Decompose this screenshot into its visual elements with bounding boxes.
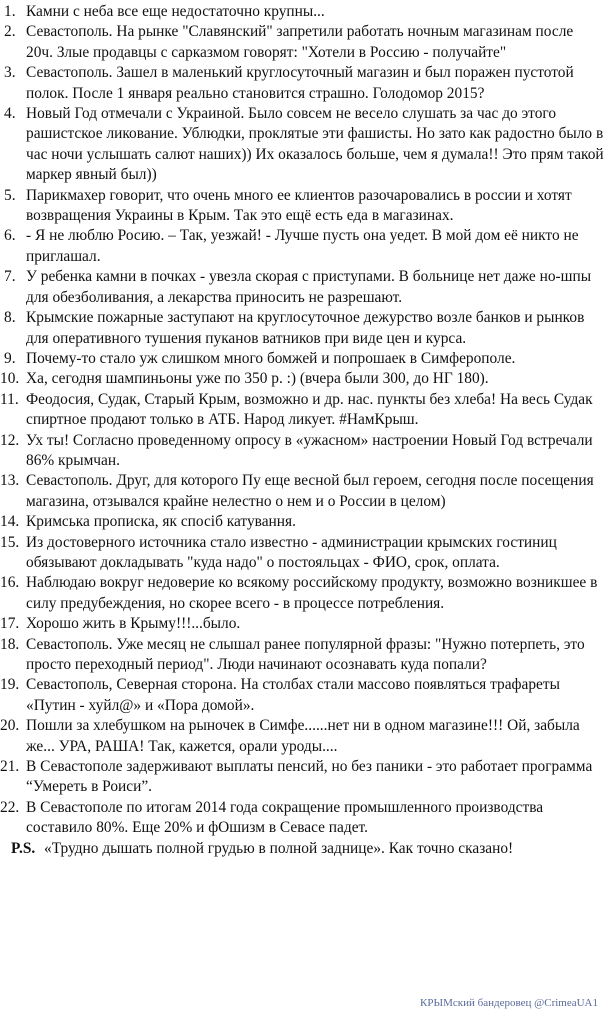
item-text: В Севастополе задерживают выплаты пенсий, но без паники - это работает программа “Умереть в Роиси”.: [26, 758, 593, 796]
list-item: [0, 798, 606, 839]
item-number: 19.: [0, 676, 20, 694]
item-number: 22.: [0, 798, 20, 816]
item-number: 14.: [0, 513, 20, 531]
postscript-text: «Трудно дышать полной грудью в полной заднице». Как точно сказано!: [44, 839, 514, 857]
item-number: 21.: [0, 758, 20, 776]
item-number: 16.: [0, 574, 20, 592]
item-text: У ребенка камни в почках - увезла скорая с приступами. В больнице нет даже но-шпы для обезболивания, а лекарства приносить не разрешают.: [26, 268, 592, 306]
item-number: 9.: [4, 349, 16, 367]
item-text: Севастополь. Друг, для которого Пу еще весной был героем, сегодня после посещения магазина, отзывался крайне нелестно о нем и о России в целом): [26, 472, 594, 510]
item-text: Камни с неба все еще недостаточно крупны...: [26, 3, 325, 20]
news-list: [0, 2, 606, 839]
item-number: 8.: [4, 309, 16, 327]
list-item: [0, 104, 606, 186]
document-body: [0, 2, 606, 859]
list-item: [0, 63, 606, 104]
item-number: 13.: [0, 472, 20, 490]
list-item: [0, 675, 606, 716]
item-number: 17.: [0, 615, 20, 633]
postscript-label: P.S.: [11, 839, 36, 857]
item-text: Почему-то стало уж слишком много бомжей и попрошаек в Симферополе.: [26, 349, 516, 367]
item-number: 12.: [0, 431, 20, 449]
list-item: [0, 369, 606, 389]
item-text: Наблюдаю вокруг недоверие ко всякому российскому продукту, возможно возникшее в силу предубеждения, но скорее всего - в процессе потребления.: [26, 574, 598, 612]
item-number: 15.: [0, 533, 20, 551]
list-item: [0, 349, 606, 369]
item-text: Из достоверного источника стало известно - администрации крымских гостиниц обязывают докладывать "куда надо" о постояльцах - ФИО, срок, оплата.: [26, 533, 557, 571]
list-item: [0, 22, 606, 63]
item-number: 5.: [4, 186, 16, 204]
item-text: Севастополь. На рынке "Славянский" запретили работать ночным магазинам после 20ч. Злые продавцы с сарказмом говорят: "Хотели в Россию - получайте": [26, 23, 574, 61]
list-item: [0, 390, 606, 431]
item-text: Новый Год отмечали с Украиной. Было совсем не весело слушать за час до этого рашистское ликование. Ублюдки, проклятые эти фашисты. Но зато как радостно было в час ночи услышать салют наших)) Их оказалось больше, чем я думала!! Это прям такой маркер явный был)): [26, 105, 604, 184]
item-text: Севастополь. Уже месяц не слышал ранее популярной фразы: "Нужно потерпеть, это просто переходный период". Люди начинают осознавать куда попали?: [26, 635, 585, 673]
item-text: Хорошо жить в Крыму!!!...было.: [26, 615, 241, 633]
list-item: [0, 308, 606, 349]
list-item: [0, 431, 606, 472]
list-item: [0, 757, 606, 798]
item-number: 20.: [0, 717, 20, 735]
item-text: Парикмахер говорит, что очень много ее клиентов разочаровались в россии и хотят возвращения Украины в Крым. Так это ещё есть еда в магазинах.: [26, 186, 572, 225]
item-number: 3.: [4, 64, 16, 82]
item-text: - Я не люблю Росию. – Так, уезжай! - Лучше пусть она уедет. В мой дом её никто не приглашал.: [26, 227, 579, 265]
list-item: [0, 716, 606, 757]
item-number: 2.: [4, 23, 16, 41]
item-number: 7.: [4, 268, 16, 286]
item-number: 1.: [4, 3, 16, 20]
item-text: В Севастополе по итогам 2014 года сокращение промышленного производства составило 80%. Еще 20% и фОшизм в Севасе падет.: [26, 798, 544, 837]
item-text: Крымские пожарные заступают на круглосуточное дежурство возле банков и рынков для оперативного тушения пуканов ватников при виде цен и курса.: [26, 309, 585, 347]
list-item: [0, 267, 606, 308]
item-text: Пошли за хлебушком на рыночек в Симфе......нет ни в одном магазине!!! Ой, забыла же... УРА, РАША! Так, кажется, орали уроды....: [26, 717, 580, 755]
item-text: Ух ты! Согласно проведенному опросу в «ужасном» настроении Новый Год встречали 86% крымчан.: [26, 431, 593, 469]
list-item: [0, 512, 606, 532]
list-item: [0, 226, 606, 267]
postscript: [0, 839, 606, 859]
item-number: 10.: [0, 370, 20, 388]
item-number: 18.: [0, 635, 20, 653]
item-text: Феодосия, Судак, Старый Крым, возможно и др. нас. пункты без хлеба! На весь Судак спиртное продают только в АТБ. Народ ликует. #НамКрыш.: [26, 390, 593, 429]
item-number: 6.: [4, 227, 16, 245]
author-credit: КРЫМский бандеровец @CrimeaUA1: [420, 997, 598, 1009]
list-item: [0, 471, 606, 512]
list-item: [0, 573, 606, 614]
list-item: [0, 186, 606, 227]
item-text: Кримська прописка, як спосіб катування.: [26, 513, 296, 531]
item-text: Севастополь. Зашел в маленький круглосуточный магазин и был поражен пустотой полок. После 1 января реально становится страшно. Голодомор 2015?: [26, 64, 574, 102]
item-text: Севастополь, Северная сторона. На столбах стали массово появляться трафареты «Путин - хуйл@» и «Пора домой».: [26, 676, 560, 714]
item-number: 4.: [4, 105, 16, 123]
list-item: [0, 533, 606, 574]
item-text: Ха, сегодня шампиньоны уже по 350 р. :) (вчера были 300, до НГ 180).: [26, 370, 489, 388]
list-item: [0, 635, 606, 676]
list-item: [0, 2, 606, 22]
list-item: [0, 614, 606, 634]
item-number: 11.: [0, 390, 19, 408]
